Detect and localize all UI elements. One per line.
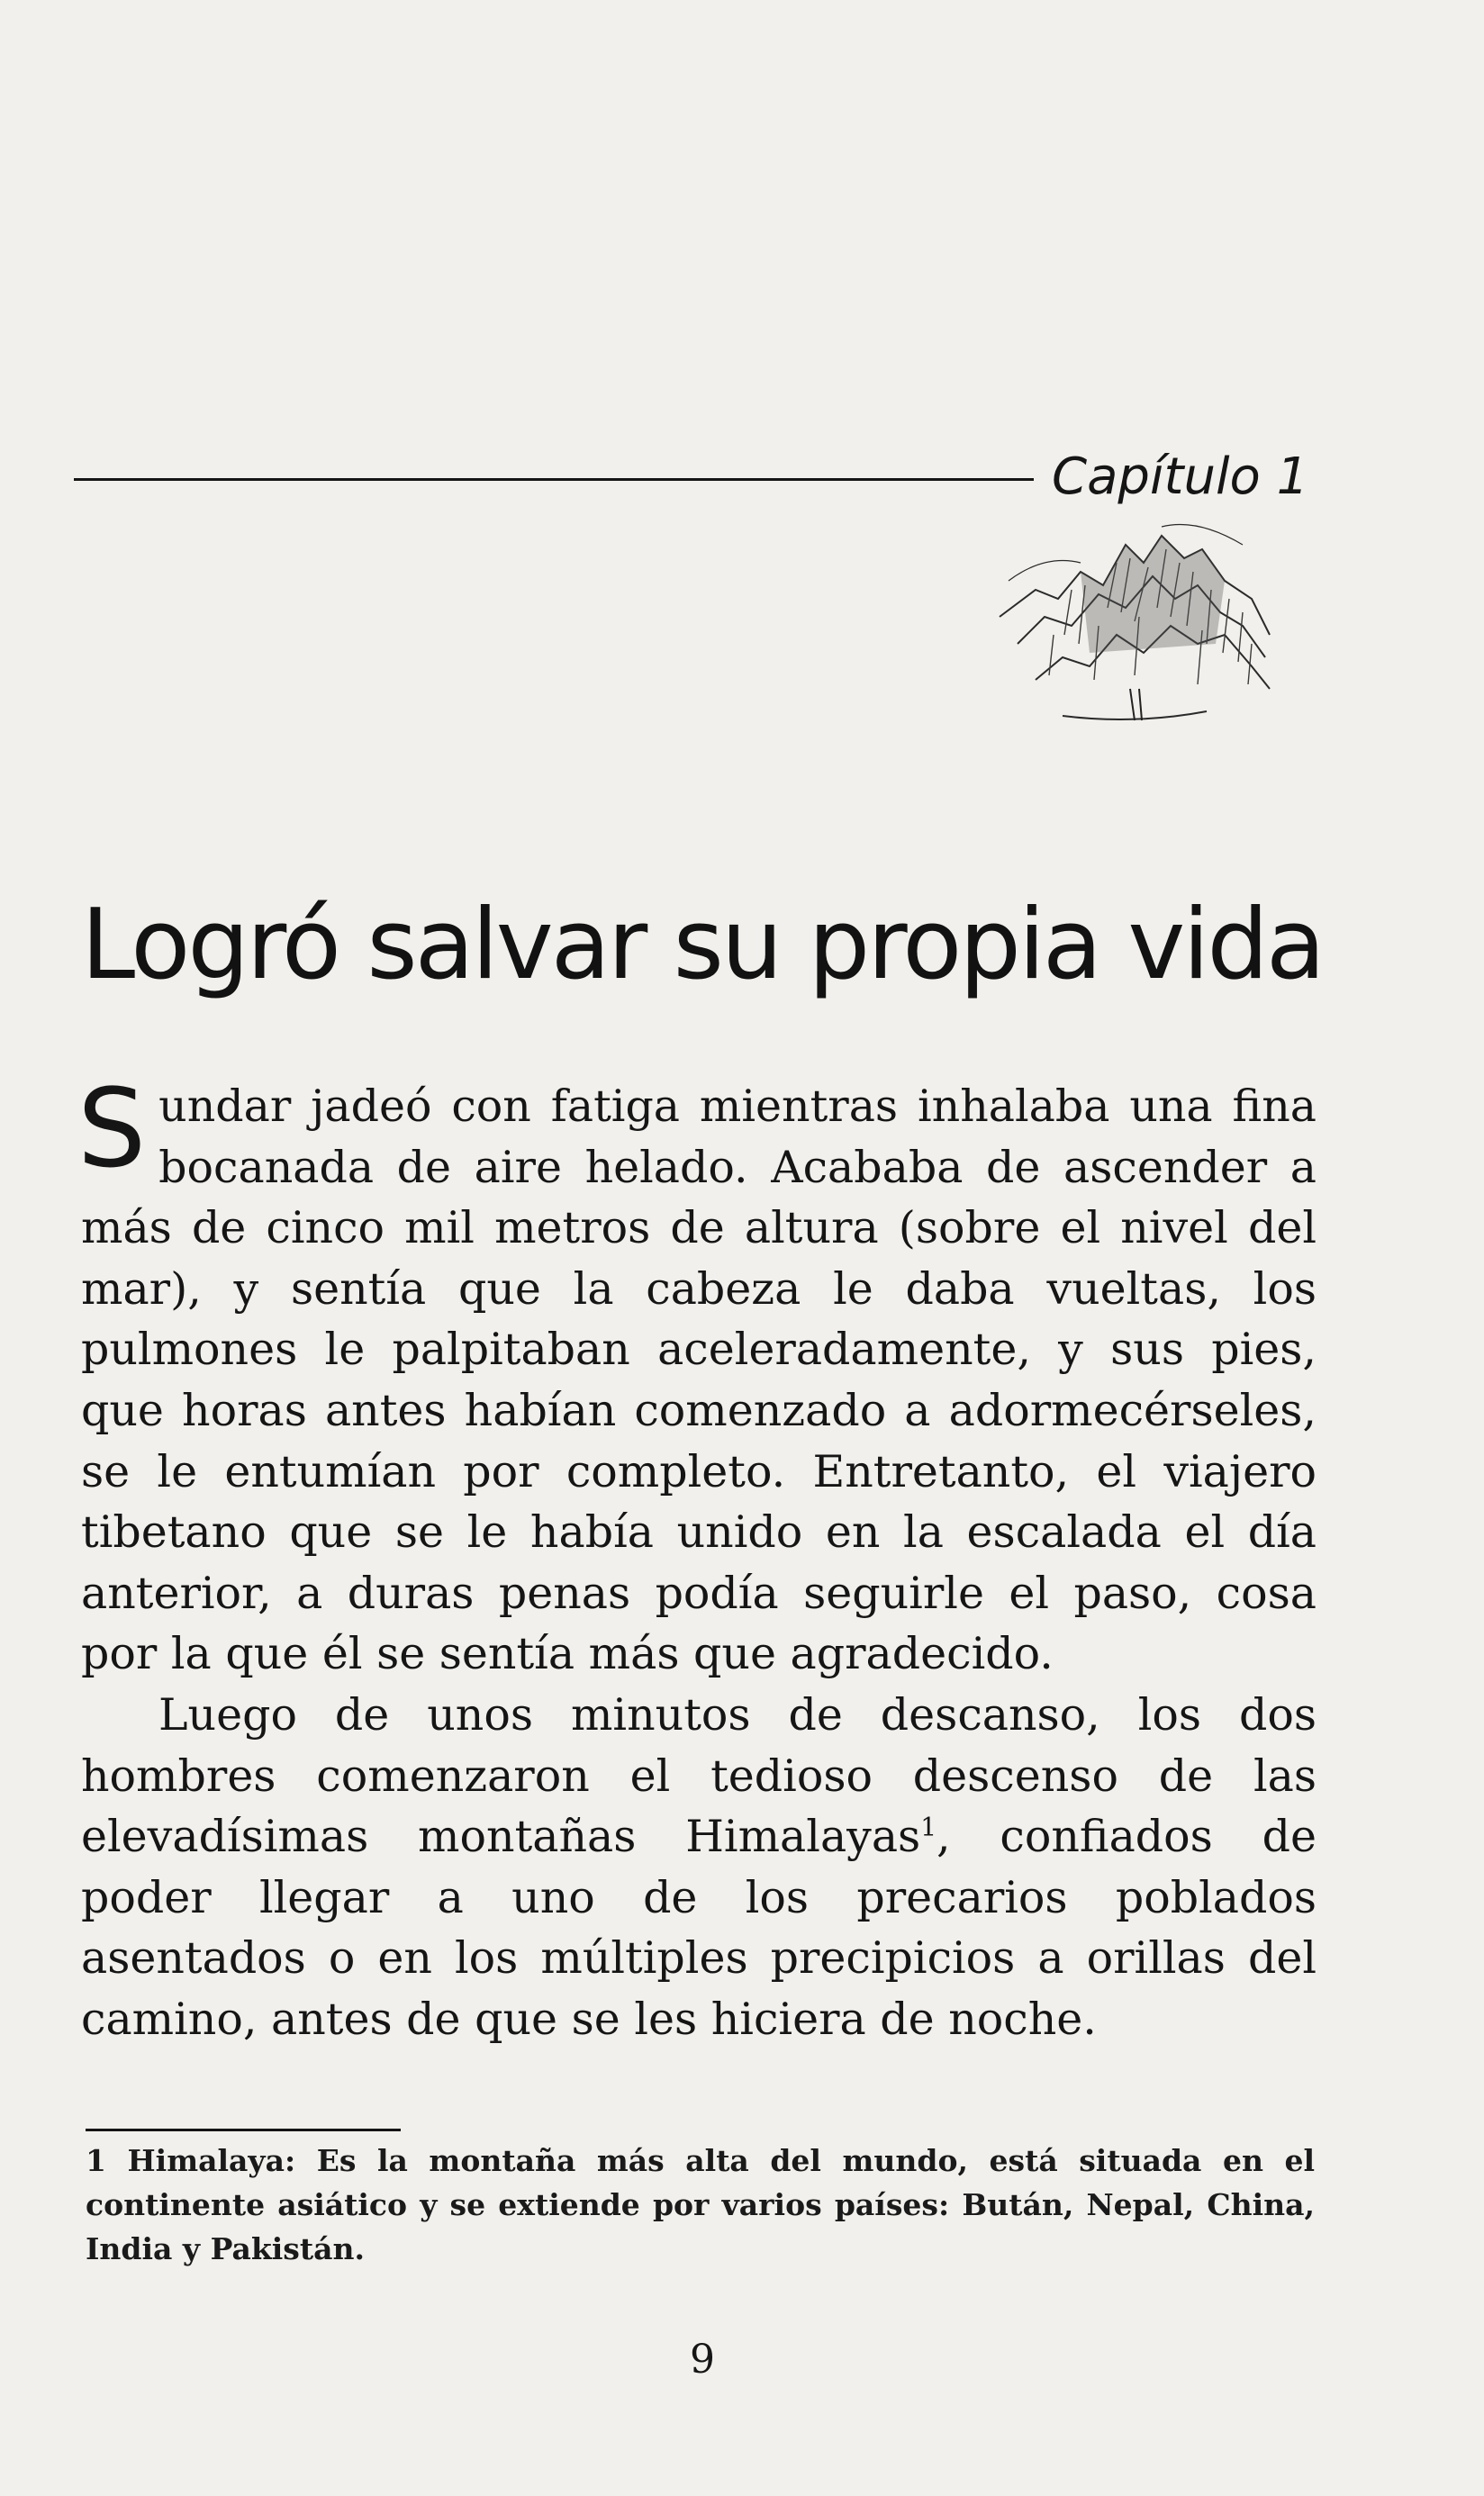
paragraph-2 — [81, 1685, 1317, 2050]
paragraph-2-text-b: , confiados de poder llegar a uno de los precarios poblados asentados o en los múltiples precipicios a orillas del camino, antes de que se les hiciera de noche. — [81, 1811, 1317, 2045]
footnote — [86, 2139, 1315, 2271]
drop-cap: S — [77, 1067, 147, 1192]
mountain-sketch-icon — [982, 509, 1288, 743]
chapter-title: Logró salvar su propia vida — [81, 889, 1324, 1001]
page-number: 9 — [690, 2337, 715, 2383]
footnote-rule — [86, 2129, 401, 2131]
footnote-reference: 1 — [920, 1812, 937, 1842]
paragraph-1 — [77, 1067, 1317, 1685]
paragraph-2-text-a: Luego de unos minutos de descanso, los dos hombres comenzaron el tedioso descenso de las elevadísimas montañas Himalayas — [81, 1688, 1317, 1863]
footnote-text: 1 Himalaya: Es la montaña más alta del mundo, está situada en el continente asiático y se extiende por varios países: Bután, Nepal, China, India y Pakistán. — [86, 2143, 1315, 2266]
chapter-header-rule — [74, 478, 1034, 481]
chapter-body-text — [77, 1067, 1317, 2050]
paragraph-1-text: undar jadeó con fatiga mientras inhalaba una fina bocanada de aire helado. Acababa de ascender a más de cinco mil metros de altura (sobre el nivel del mar), y sentía que la cabeza le daba vueltas, los pulmones le palpitaban aceleradamente, y sus pies, que horas antes habían comenzado a adormecérseles, se le entumían por completo. Entretanto, el viajero tibetano que se le había unido en la escalada el día anterior, a duras penas podía seguirle el paso, cosa por la que él se sentía más que agradecido. — [81, 1081, 1317, 1680]
chapter-label: Capítulo 1 — [1052, 448, 1309, 506]
